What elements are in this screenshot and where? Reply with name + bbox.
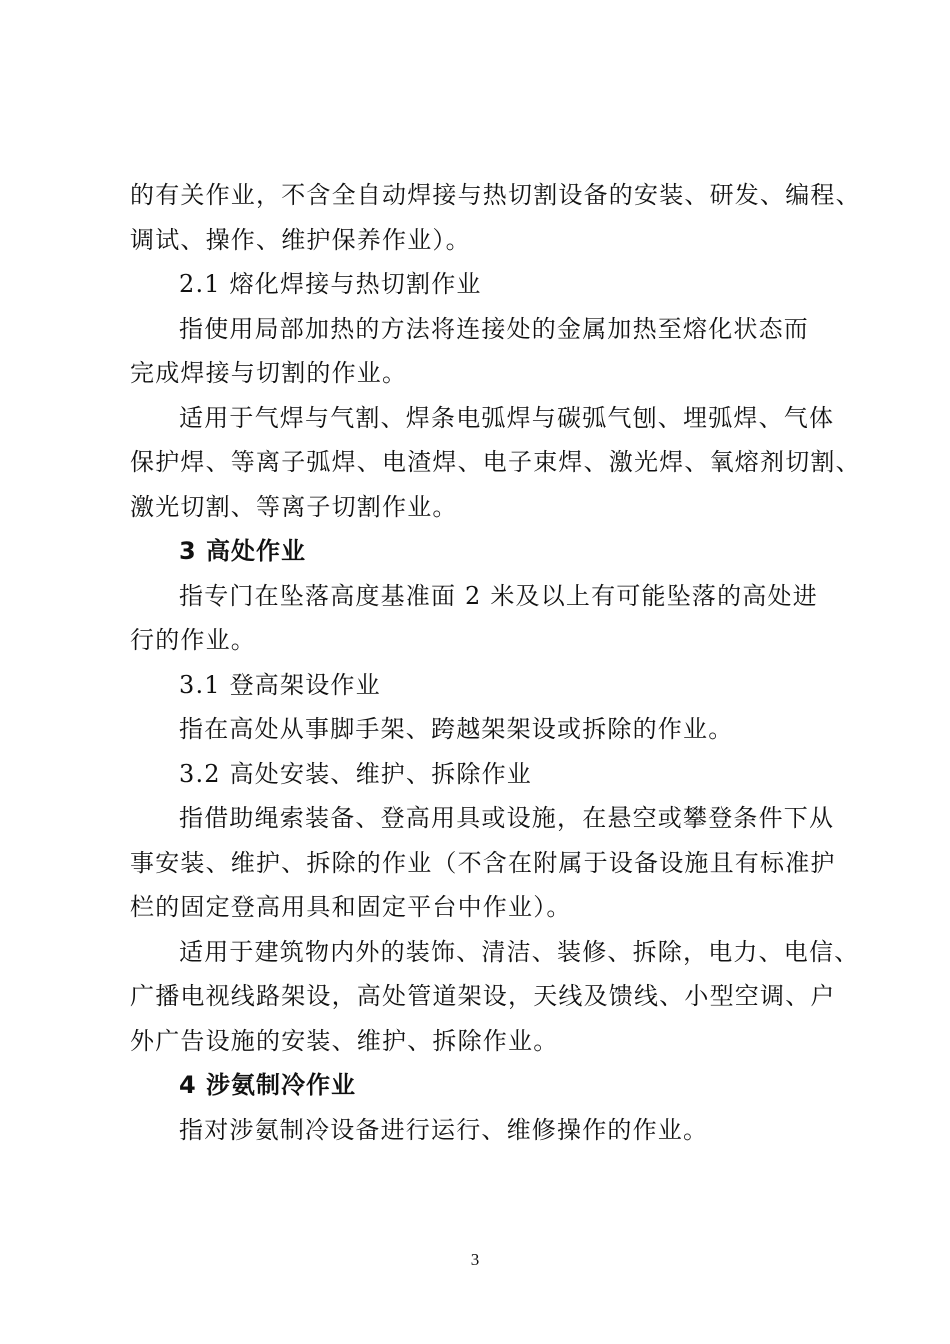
section-heading: 3 高处作业 — [179, 537, 307, 565]
text-line: 调试、操作、维护保养作业）。 — [130, 226, 471, 254]
text-line: 保护焊、等离子弧焊、电渣焊、电子束焊、激光焊、氧熔剂切割、 — [130, 448, 861, 476]
subsection-heading: 3.1 登高架设作业 — [179, 671, 381, 699]
text-line: 完成焊接与切割的作业。 — [130, 359, 408, 387]
text-line: 的有关作业，不含全自动焊接与热切割设备的安装、研发、编程、 — [130, 181, 861, 209]
page-number: 3 — [470, 1250, 480, 1269]
text-line: 栏的固定登高用具和固定平台中作业）。 — [130, 893, 572, 921]
text-line: 指使用局部加热的方法将连接处的金属加热至熔化状态而 — [179, 315, 809, 343]
text-line: 适用于建筑物内外的装饰、清洁、装修、拆除，电力、电信、 — [179, 938, 860, 966]
section-heading: 4 涉氨制冷作业 — [179, 1071, 357, 1099]
text-line: 指对涉氨制冷设备进行运行、维修操作的作业。 — [179, 1116, 709, 1144]
text-line: 指借助绳索装备、登高用具或设施，在悬空或攀登条件下从 — [179, 804, 835, 832]
text-line: 适用于气焊与气割、焊条电弧焊与碳弧气刨、埋弧焊、气体 — [179, 404, 835, 432]
text-line: 行的作业。 — [130, 626, 256, 654]
text-line: 广播电视线路架设，高处管道架设，天线及馈线、小型空调、户 — [130, 982, 836, 1010]
text-line: 指在高处从事脚手架、跨越架架设或拆除的作业。 — [179, 715, 734, 743]
text-line: 激光切割、等离子切割作业。 — [130, 493, 458, 521]
text-line: 指专门在坠落高度基准面 2 米及以上有可能坠落的高处进 — [179, 582, 818, 610]
subsection-heading: 3.2 高处安装、维护、拆除作业 — [179, 760, 532, 788]
subsection-heading: 2.1 熔化焊接与热切割作业 — [179, 270, 482, 298]
text-line: 外广告设施的安装、维护、拆除作业。 — [130, 1027, 559, 1055]
text-line: 事安装、维护、拆除的作业（不含在附属于设备设施且有标准护 — [130, 849, 836, 877]
